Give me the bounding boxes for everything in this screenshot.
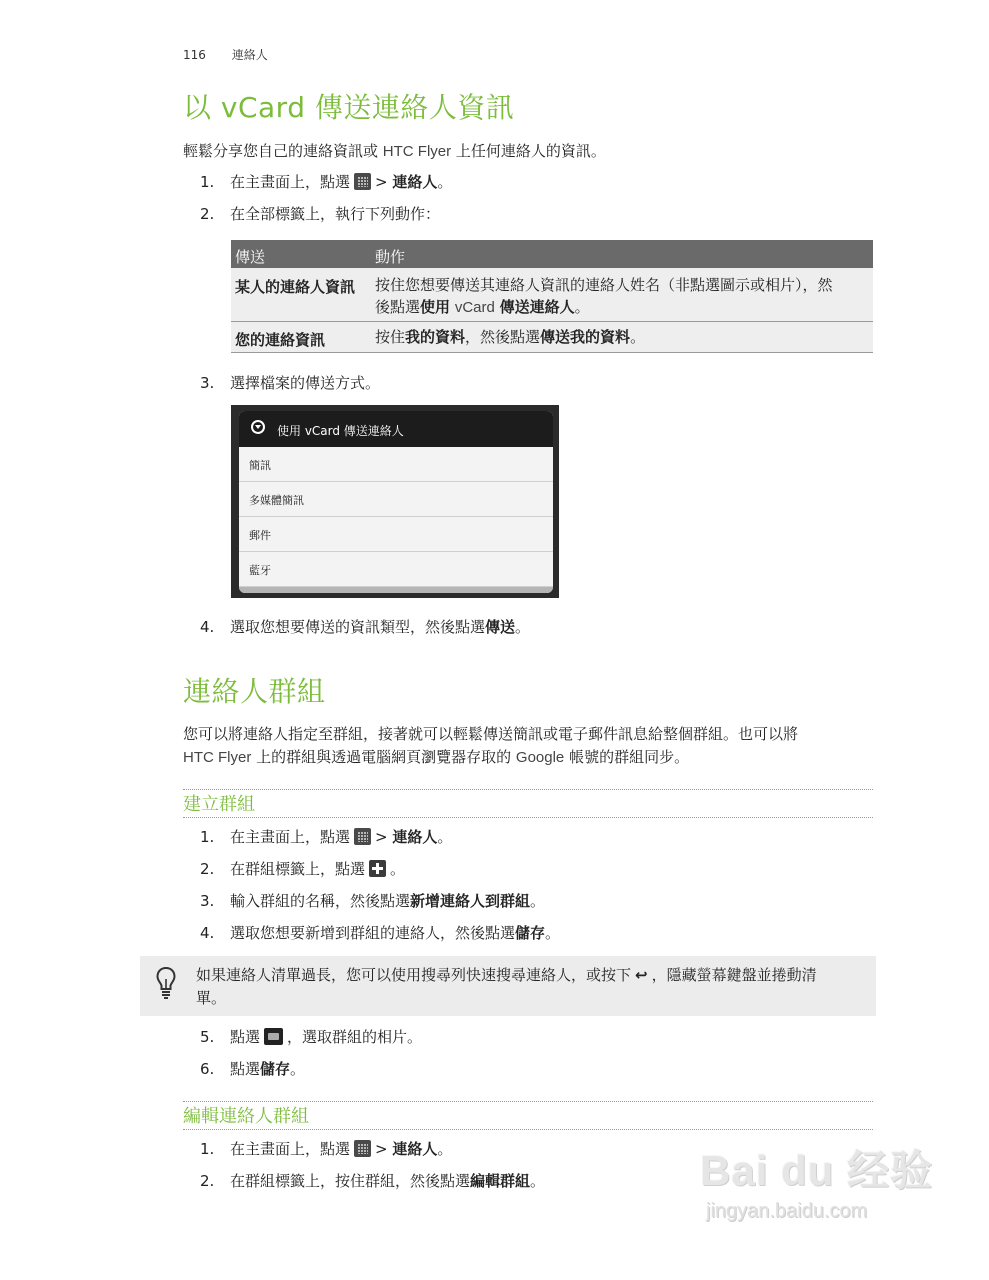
step-number: 3. — [200, 374, 215, 392]
edit-step-1 — [200, 1139, 452, 1159]
edit-step-2 — [200, 1171, 545, 1191]
step-number: 1. — [200, 1140, 215, 1158]
step-number: 2. — [200, 1172, 215, 1190]
step-end: 。 — [290, 1060, 306, 1078]
text-end: 。 — [574, 298, 590, 316]
dropdown-circle-icon — [251, 420, 265, 434]
step-1 — [200, 172, 452, 192]
step-end: 。 — [437, 1140, 453, 1158]
intro-line — [183, 746, 873, 769]
row-action-line: 按住您想要傳送其連絡人資訊的連絡人姓名（非點選圖示或相片），然 — [375, 276, 833, 294]
step-text: 點選 — [230, 1028, 261, 1046]
step-end: 。 — [530, 892, 546, 910]
step-end: 。 — [390, 860, 406, 878]
create-step-6 — [200, 1059, 305, 1079]
step-end: 。 — [437, 173, 453, 191]
text: 後點選 — [375, 298, 421, 316]
send-my-profile-label: 傳送我的資料 — [540, 328, 631, 346]
step-text: 輸入群組的名稱，然後點選 — [230, 892, 411, 910]
table-row — [231, 268, 873, 322]
menu-item-label: 多媒體簡訊 — [249, 494, 304, 507]
step-text: 在主畫面上，點選 — [230, 173, 351, 191]
vcard-label: vCard — [454, 299, 495, 316]
row-label: 某人的連絡人資訊 — [235, 278, 356, 296]
brand-name: HTC Flyer — [382, 143, 452, 160]
lightbulb-icon — [156, 966, 176, 1000]
apps-grid-icon — [354, 173, 371, 190]
tip-line: 單。 — [196, 989, 227, 1007]
section-title-vcard: 以 vCard 傳送連絡人資訊 — [183, 91, 515, 124]
group-photo-icon — [264, 1028, 283, 1045]
menu-item-label: 藍牙 — [249, 564, 271, 577]
step-end: 。 — [530, 1172, 546, 1190]
share-menu-screenshot — [231, 405, 559, 598]
row-action — [375, 326, 865, 348]
step-number: 6. — [200, 1060, 215, 1078]
back-arrow-icon: ↩ — [635, 966, 648, 984]
step-3 — [200, 373, 380, 393]
create-step-1 — [200, 827, 452, 847]
step-text: 選取您想要傳送的資訊類型，然後點選 — [230, 618, 486, 636]
use-label: 使用 — [420, 298, 451, 316]
step-number: 1. — [200, 173, 215, 191]
subsection-create-group: 建立群組 — [183, 789, 873, 818]
header-action: 動作 — [375, 248, 406, 266]
create-step-4 — [200, 923, 560, 943]
google-name: Google — [515, 749, 565, 766]
menu-item-email[interactable] — [239, 517, 553, 552]
vcard-intro — [183, 140, 873, 163]
intro-text: 輕鬆分享您自己的連絡資訊或 — [183, 142, 379, 160]
table-header — [231, 240, 873, 268]
text: 上的群組與透過電腦網頁瀏覽器存取的 — [256, 748, 512, 766]
baidu-watermark — [700, 1138, 940, 1248]
menu-item-mms[interactable] — [239, 482, 553, 517]
step-text: 點選 — [230, 1060, 261, 1078]
running-head — [183, 46, 268, 63]
text: 按住 — [375, 328, 406, 346]
step-text: 選取您想要新增到群組的連絡人，然後點選 — [230, 924, 516, 942]
tip-text — [196, 964, 868, 1010]
menu-item-label: 郵件 — [249, 529, 271, 542]
step-number: 3. — [200, 892, 215, 910]
tip-box — [140, 956, 876, 1016]
menu-title-bar — [239, 411, 553, 447]
contacts-label: 連絡人 — [392, 1140, 438, 1158]
step-end: 。 — [437, 828, 453, 846]
intro-line: 您可以將連絡人指定至群組，接著就可以輕鬆傳送簡訊或電子郵件訊息給整個群組。也可以將 — [183, 725, 799, 743]
menu-item-bluetooth[interactable] — [239, 552, 553, 587]
step-text: 在主畫面上，點選 — [230, 1140, 351, 1158]
text: ，隱藏螢幕鍵盤並捲動清 — [651, 966, 817, 984]
chapter-name: 連絡人 — [231, 48, 268, 62]
subsection-edit-group: 編輯連絡人群組 — [183, 1101, 873, 1130]
step-text: 在群組標籤上，按住群組，然後點選 — [230, 1172, 471, 1190]
save-label: 儲存 — [515, 924, 546, 942]
section-title-groups: 連絡人群組 — [183, 675, 326, 708]
groups-intro — [183, 723, 873, 769]
contacts-label: 連絡人 — [392, 173, 438, 191]
menu-item-label: 簡訊 — [249, 459, 271, 472]
create-step-2 — [200, 859, 405, 879]
brand-name: HTC Flyer — [183, 749, 252, 766]
menu-item-sms[interactable] — [239, 447, 553, 482]
my-profile-label: 我的資料 — [405, 328, 466, 346]
step-2 — [200, 204, 440, 224]
table-row — [231, 322, 873, 353]
arrow-separator: > — [375, 828, 388, 846]
intro-text-end: 上任何連絡人的資訊。 — [455, 142, 606, 160]
step-4 — [200, 617, 530, 637]
step-text: 選擇檔案的傳送方式。 — [230, 374, 381, 392]
row-label: 您的連絡資訊 — [235, 331, 326, 349]
watermark-brand: Bai du 经验 — [700, 1147, 934, 1194]
menu-title: 使用 vCard 傳送連絡人 — [277, 424, 404, 438]
send-contact-label: 傳送連絡人 — [499, 298, 575, 316]
create-step-5 — [200, 1027, 422, 1047]
arrow-separator: > — [375, 1140, 388, 1158]
apps-grid-icon — [354, 1140, 371, 1157]
step-number: 5. — [200, 1028, 215, 1046]
step-number: 1. — [200, 828, 215, 846]
step-end: 。 — [545, 924, 561, 942]
apps-grid-icon — [354, 828, 371, 845]
step-text: 在全部標籤上，執行下列動作： — [230, 205, 441, 223]
step-number: 4. — [200, 618, 215, 636]
edit-group-label: 編輯群組 — [470, 1172, 531, 1190]
tip-line — [196, 964, 868, 987]
row-action — [375, 274, 865, 319]
add-contact-to-group-label: 新增連絡人到群組 — [410, 892, 531, 910]
step-number: 4. — [200, 924, 215, 942]
menu-bottom-edge — [239, 587, 553, 593]
send-label: 傳送 — [485, 618, 516, 636]
page-number: 116 — [183, 48, 206, 62]
step-end: 。 — [515, 618, 531, 636]
text: 如果連絡人清單過長，您可以使用搜尋列快速搜尋連絡人，或按下 — [196, 966, 632, 984]
step-number: 2. — [200, 860, 215, 878]
save-label: 儲存 — [260, 1060, 291, 1078]
contacts-label: 連絡人 — [392, 828, 438, 846]
step-text: 在主畫面上，點選 — [230, 828, 351, 846]
header-send: 傳送 — [235, 248, 266, 266]
text-end: 。 — [630, 328, 646, 346]
watermark-url: jingyan.baidu.com — [706, 1200, 868, 1222]
menu-dialog — [239, 411, 553, 593]
arrow-separator: > — [375, 173, 388, 191]
add-plus-icon — [369, 860, 386, 877]
step-text: 在群組標籤上，點選 — [230, 860, 366, 878]
row-action-line — [375, 296, 865, 319]
step-number: 2. — [200, 205, 215, 223]
text-end: 帳號的群組同步。 — [569, 748, 690, 766]
step-text: ，選取群組的相片。 — [287, 1028, 423, 1046]
create-step-3 — [200, 891, 545, 911]
text: ，然後點選 — [465, 328, 541, 346]
